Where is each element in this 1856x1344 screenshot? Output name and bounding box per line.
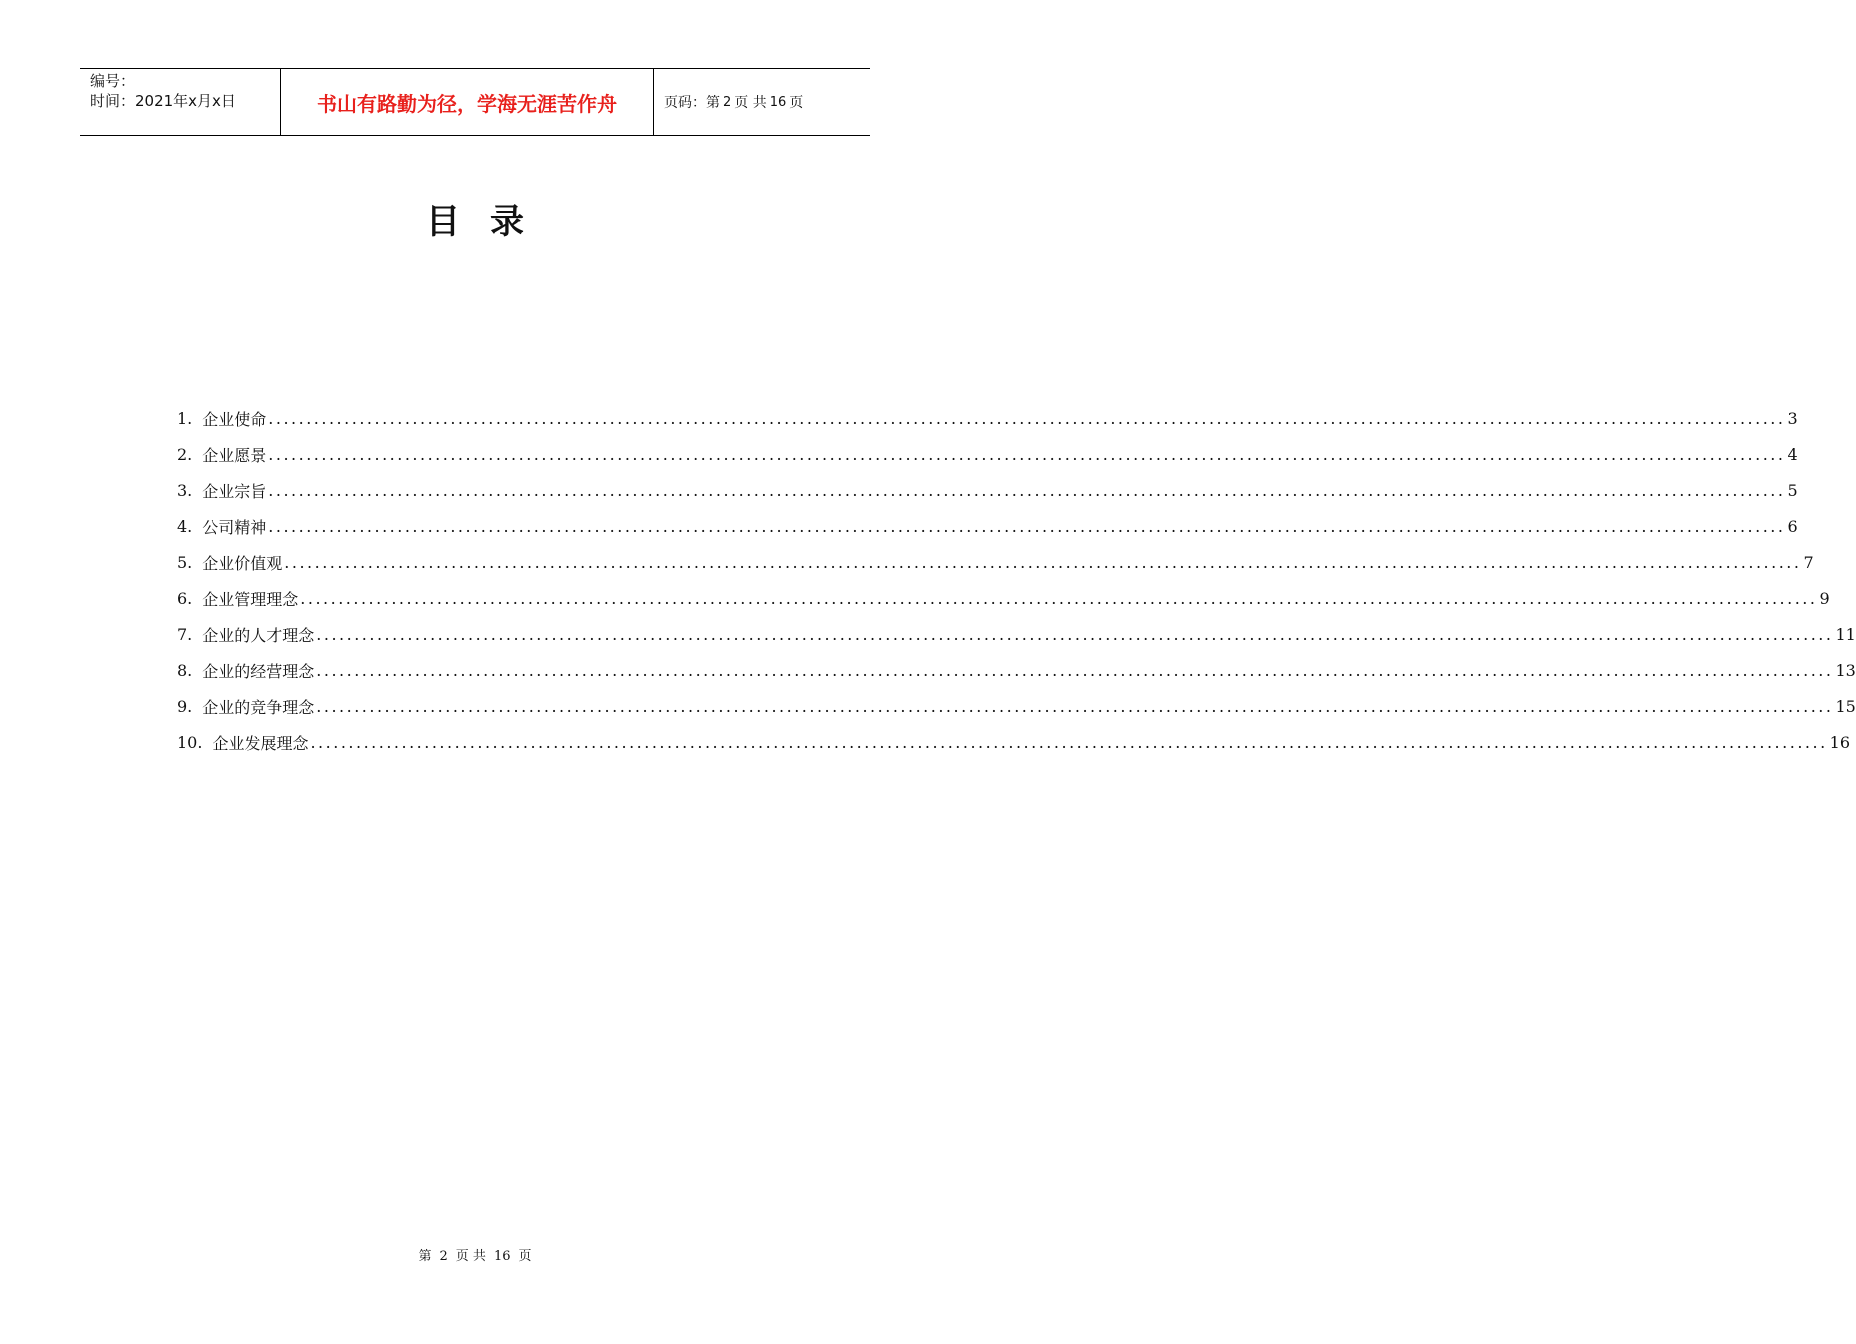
toc-entry-label: 企业宗旨 xyxy=(202,481,267,501)
toc-entry-number: 7. xyxy=(177,624,193,644)
page-label: 页码：第 xyxy=(664,95,720,111)
header-page-info xyxy=(654,69,870,135)
toc-entry-label: 企业的人才理念 xyxy=(202,625,315,645)
toc-entry-number: 6. xyxy=(177,588,193,608)
toc-entry-number: 3. xyxy=(177,480,193,500)
footer-suffix: 页 xyxy=(518,1249,532,1264)
toc-entry-page: 13 xyxy=(1835,660,1856,680)
toc-entry-label: 企业管理理念 xyxy=(202,589,299,609)
footer-prefix: 第 xyxy=(418,1249,432,1264)
toc-leader-dots: ........................................................................................................................................................................................................ xyxy=(316,624,1834,644)
toc-entry-page: 5 xyxy=(1787,480,1798,500)
page-mid-label: 页 共 xyxy=(734,95,767,111)
page-header xyxy=(80,68,870,136)
toc-entry[interactable] xyxy=(177,472,1798,508)
table-of-contents xyxy=(177,400,1856,760)
page-current: 2 xyxy=(723,94,732,110)
header-meta xyxy=(80,69,281,135)
toc-entry[interactable] xyxy=(177,436,1798,472)
toc-leader-dots: ........................................................................................................................................................................................................ xyxy=(268,408,1786,428)
footer-total: 16 xyxy=(493,1249,511,1264)
toc-entry[interactable] xyxy=(177,688,1856,724)
toc-entry[interactable] xyxy=(177,400,1798,436)
toc-entry-label: 企业价值观 xyxy=(202,553,283,573)
toc-entry-number: 10. xyxy=(177,732,203,752)
page-footer xyxy=(0,1245,950,1264)
toc-leader-dots: ........................................................................................................................................................................................................ xyxy=(316,696,1834,716)
toc-entry-label: 企业使命 xyxy=(202,409,267,429)
toc-entry-label: 企业发展理念 xyxy=(212,733,309,753)
toc-leader-dots: ........................................................................................................................................................................................................ xyxy=(284,552,1802,572)
toc-entry-number: 8. xyxy=(177,660,193,680)
toc-entry-page: 15 xyxy=(1835,696,1856,716)
toc-entry-number: 2. xyxy=(177,444,193,464)
toc-entry-page: 3 xyxy=(1787,408,1798,428)
toc-entry-number: 5. xyxy=(177,552,193,572)
page-title: 目录 xyxy=(426,202,554,242)
toc-leader-dots: ........................................................................................................................................................................................................ xyxy=(310,732,1828,752)
toc-entry-page: 7 xyxy=(1803,552,1814,572)
toc-leader-dots: ........................................................................................................................................................................................................ xyxy=(268,444,1786,464)
toc-entry[interactable] xyxy=(177,724,1851,760)
page-end-label: 页 xyxy=(789,95,804,111)
toc-entry[interactable] xyxy=(177,508,1798,544)
toc-entry-number: 9. xyxy=(177,696,193,716)
toc-entry-label: 公司精神 xyxy=(202,517,267,537)
document-code-label: 编号： xyxy=(90,72,136,90)
toc-entry-page: 6 xyxy=(1787,516,1798,536)
toc-leader-dots: ........................................................................................................................................................................................................ xyxy=(300,588,1818,608)
toc-entry-label: 企业愿景 xyxy=(202,445,267,465)
toc-leader-dots: ........................................................................................................................................................................................................ xyxy=(268,480,1786,500)
toc-entry-page: 9 xyxy=(1819,588,1830,608)
footer-current: 2 xyxy=(439,1249,448,1264)
toc-entry-number: 4. xyxy=(177,516,193,536)
header-slogan: 书山有路勤为径，学海无涯苦作舟 xyxy=(281,69,654,135)
page-total: 16 xyxy=(769,94,787,110)
footer-mid: 页 共 xyxy=(455,1249,486,1264)
toc-leader-dots: ........................................................................................................................................................................................................ xyxy=(268,516,1786,536)
toc-entry[interactable] xyxy=(177,616,1856,652)
document-date: 时间：2021年x月x日 xyxy=(90,92,236,110)
toc-entry-page: 11 xyxy=(1835,624,1856,644)
toc-entry[interactable] xyxy=(177,652,1856,688)
toc-entry-label: 企业的经营理念 xyxy=(202,661,315,681)
toc-leader-dots: ........................................................................................................................................................................................................ xyxy=(316,660,1834,680)
toc-entry-page: 4 xyxy=(1787,444,1798,464)
toc-entry[interactable] xyxy=(177,544,1814,580)
toc-entry-label: 企业的竞争理念 xyxy=(202,697,315,717)
toc-entry-number: 1. xyxy=(177,408,193,428)
toc-entry[interactable] xyxy=(177,580,1830,616)
toc-entry-page: 16 xyxy=(1829,732,1851,752)
